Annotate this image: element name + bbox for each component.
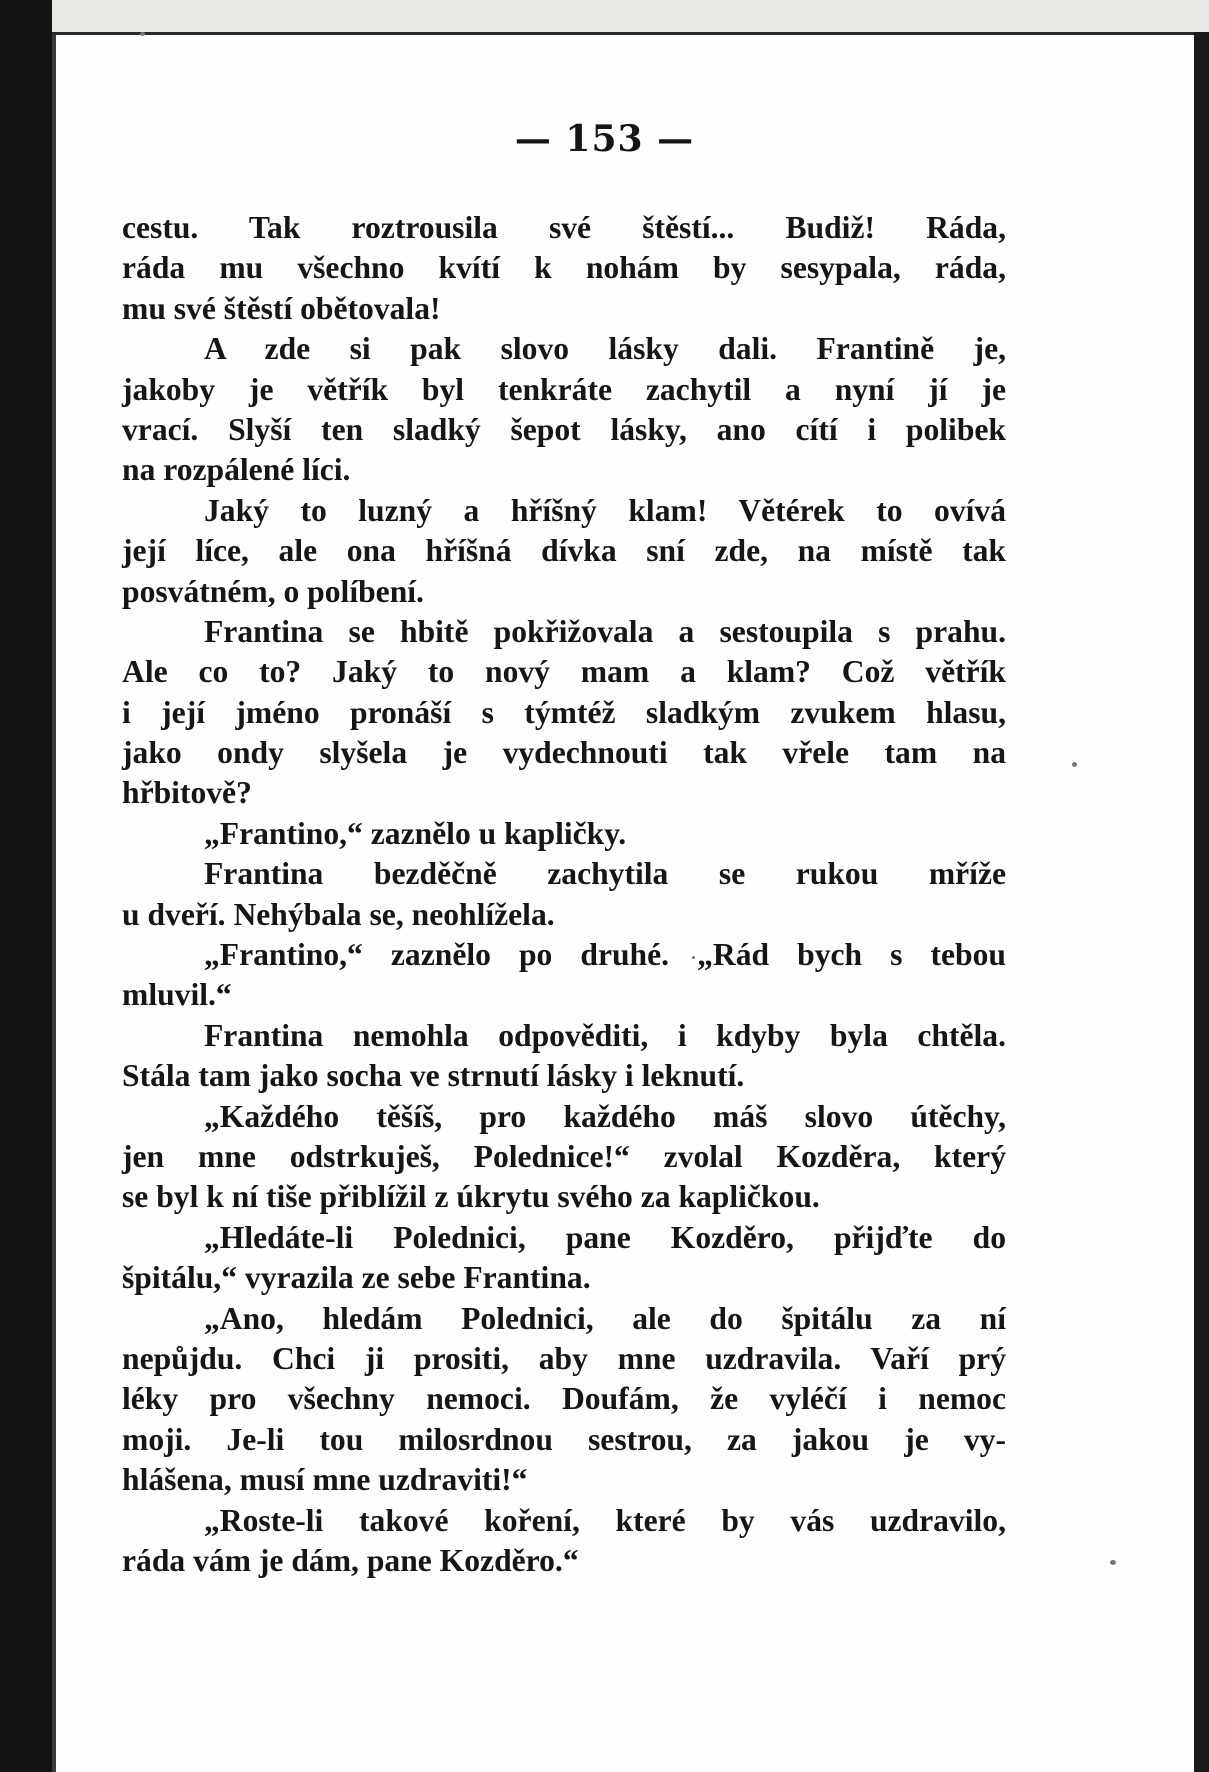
text-line: cestu. Tak roztrousila své štěstí... Budiž! Ráda, <box>122 210 1006 245</box>
text-line: i její jméno pronáší s týmtéž sladkým zvukem hlasu, <box>122 694 1006 730</box>
text-line: jen mne odstrkuješ, Polednice!“ zvolal Kozděra, který <box>122 1138 1006 1174</box>
text-line: se byl k ní tiše přiblížil z úkrytu svého za kapličkou. <box>122 1179 820 1215</box>
text-line: moji. Je-li tou milosrdnou sestrou, za jakou je vy- <box>122 1421 1006 1457</box>
text-line: nepůjdu. Chci ji prositi, aby mne uzdravila. Vaří prý <box>122 1340 1006 1376</box>
body-text <box>122 208 1006 1581</box>
text-line: hlášena, musí mne uzdraviti!“ <box>122 1462 528 1498</box>
page-number: — 153 — <box>514 118 695 160</box>
text-line: „Frantino,“ zaznělo po druhé. „Rád bych s tebou <box>204 937 1006 973</box>
text-line: „Frantino,“ zaznělo u kapličky. <box>204 815 627 851</box>
text-line: mluvil.“ <box>122 977 232 1013</box>
text-line: „Každého těšíš, pro každého máš slovo útěchy, <box>204 1098 1006 1134</box>
scan-border-top-line <box>52 32 1209 35</box>
text-line: Stála tam jako socha ve strnutí lásky i leknutí. <box>122 1058 745 1094</box>
text-line: Ale co to? Jaký to nový mam a klam? Což větřík <box>122 654 1006 690</box>
scan-border-left-inner <box>52 0 56 1772</box>
scan-border-top <box>52 0 1209 32</box>
text-line: špitálu,“ vyrazila ze sebe Frantina. <box>122 1260 591 1296</box>
text-line: Frantina nemohla odpověditi, i kdyby byla chtěla. <box>204 1017 1006 1053</box>
text-line: léky pro všechny nemoci. Doufám, že vyléčí i nemoc <box>122 1381 1006 1417</box>
text-line: u dveří. Nehýbala se, neohlížela. <box>122 896 555 932</box>
text-line: mu své štěstí obětovala! <box>122 290 441 326</box>
scan-border-left <box>0 0 52 1772</box>
text-line: „Hledáte-li Polednici, pane Kozděro, přijďte do <box>204 1219 1006 1255</box>
text-line: vrací. Slyší ten sladký šepot lásky, ano cítí i polibek <box>122 411 1006 447</box>
text-line: „Roste-li takové koření, které by vás uzdravilo, <box>204 1502 1006 1538</box>
text-line: jako ondy slyšela je vydechnouti tak vřele tam na <box>122 735 1006 771</box>
scan-speck <box>1110 1560 1116 1565</box>
text-line: hřbitově? <box>122 775 252 811</box>
text-line: její líce, ale ona hříšná dívka sní zde, na místě tak <box>122 533 1006 569</box>
scan-speck <box>1072 762 1077 767</box>
text-line: „Ano, hledám Polednici, ale do špitálu za ní <box>204 1300 1006 1336</box>
text-line: ráda vám je dám, pane Kozděro.“ <box>122 1542 579 1578</box>
text-line: Frantina bezděčně zachytila se rukou mříže <box>204 856 1006 892</box>
text-line: A zde si pak slovo lásky dali. Frantině je, <box>204 331 1006 367</box>
text-line: Frantina se hbitě pokřižovala a sestoupila s prahu. <box>204 613 1006 649</box>
text-line: Jaký to luzný a hříšný klam! Větérek to ovívá <box>204 492 1006 528</box>
text-line: jakoby je větřík byl tenkráte zachytil a nyní jí je <box>122 371 1006 407</box>
scan-speck <box>140 32 145 36</box>
text-line: ráda mu všechno kvítí k nohám by sesypala, ráda, <box>122 250 1006 286</box>
text-line: na rozpálené líci. <box>122 452 351 488</box>
text-line: posvátném, o políbení. <box>122 573 424 609</box>
scan-border-right <box>1194 32 1209 1772</box>
